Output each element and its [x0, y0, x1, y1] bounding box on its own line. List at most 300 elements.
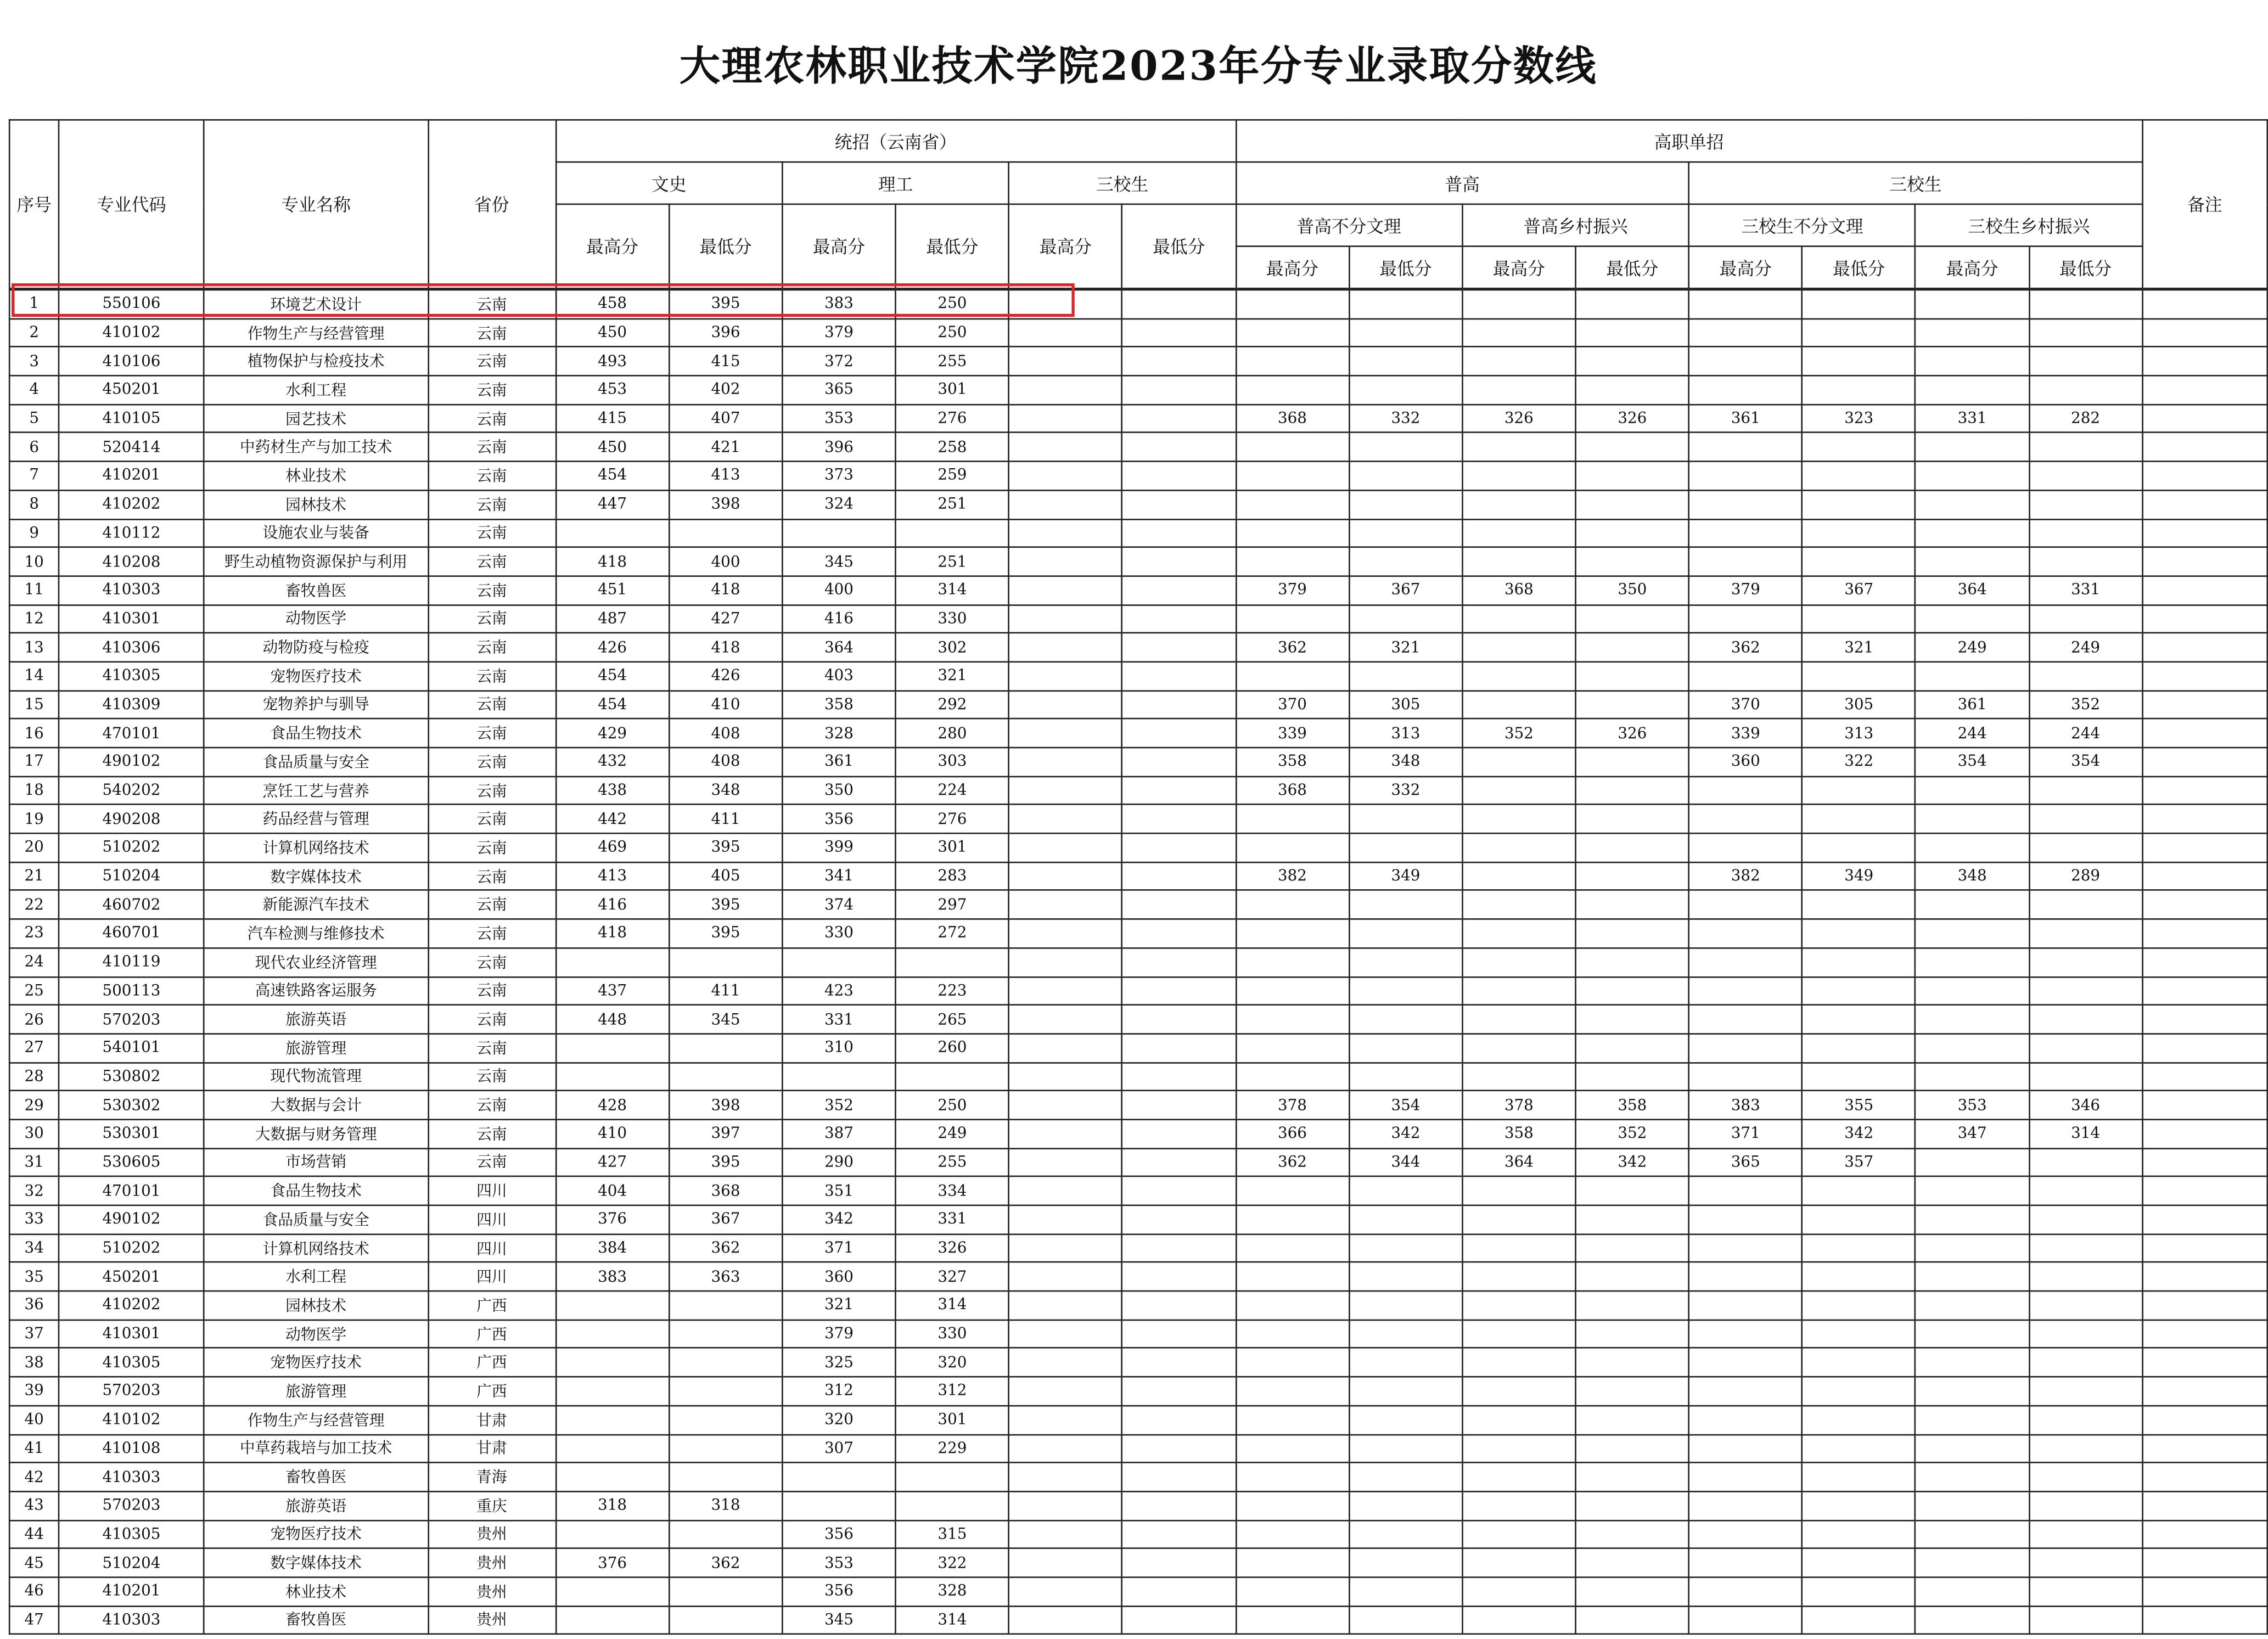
- table-cell: [1009, 805, 1122, 833]
- table-cell: 395: [669, 289, 782, 318]
- table-cell: [1462, 1348, 1575, 1377]
- table-cell: 354: [1916, 748, 2029, 776]
- table-cell: [1009, 776, 1122, 805]
- table-cell: 旅游英语: [204, 1491, 428, 1520]
- table-cell: 环境艺术设计: [204, 289, 428, 318]
- table-cell: 410: [669, 691, 782, 719]
- table-cell: [1916, 1463, 2029, 1491]
- table-cell: [1689, 1377, 1802, 1406]
- table-cell: 28: [9, 1062, 59, 1091]
- table-cell: [1236, 1491, 1349, 1520]
- table-cell: 347: [1916, 1120, 2029, 1148]
- table-cell: 410106: [59, 347, 204, 375]
- table-cell: [782, 1463, 895, 1491]
- table-cell: [1236, 891, 1349, 919]
- table-cell: [2142, 347, 2267, 375]
- table-cell: 378: [1236, 1091, 1349, 1119]
- table-row: [9, 1062, 2267, 1091]
- table-cell: 470101: [59, 1177, 204, 1205]
- table-cell: 350: [782, 776, 895, 805]
- table-cell: 314: [2029, 1120, 2142, 1148]
- table-cell: [1236, 462, 1349, 490]
- table-cell: [1236, 1463, 1349, 1491]
- table-cell: 410303: [59, 1463, 204, 1491]
- table-cell: [1462, 862, 1575, 890]
- table-cell: [2142, 462, 2267, 490]
- table-cell: [1689, 1606, 1802, 1634]
- table-cell: 作物生产与经营管理: [204, 1406, 428, 1434]
- table-row: [9, 1463, 2267, 1491]
- table-cell: 374: [782, 891, 895, 919]
- page-title: 大理农林职业技术学院2023年分专业录取分数线: [679, 42, 1598, 91]
- table-cell: 23: [9, 919, 59, 948]
- table-cell: [1122, 948, 1236, 976]
- table-row: [9, 604, 2267, 633]
- table-cell: [1122, 1406, 1236, 1434]
- table-cell: 321: [1802, 633, 1915, 662]
- table-cell: 现代物流管理: [204, 1062, 428, 1091]
- table-cell: [555, 1062, 669, 1091]
- table-cell: 贵州: [428, 1606, 555, 1634]
- table-cell: [1236, 318, 1349, 347]
- table-cell: 328: [896, 1577, 1009, 1606]
- table-cell: 378: [1462, 1091, 1575, 1119]
- table-cell: [2029, 1348, 2142, 1377]
- table-cell: [1576, 919, 1689, 948]
- table-row: [9, 1348, 2267, 1377]
- sub-arts: 文史: [555, 162, 782, 204]
- table-cell: 379: [1689, 576, 1802, 604]
- table-cell: [1122, 318, 1236, 347]
- table-cell: [1236, 805, 1349, 833]
- table-cell: 321: [782, 1291, 895, 1320]
- table-cell: 342: [1802, 1120, 1915, 1148]
- table-cell: [782, 948, 895, 976]
- table-cell: [669, 1348, 782, 1377]
- table-cell: [1122, 748, 1236, 776]
- table-cell: [1576, 375, 1689, 404]
- table-cell: [1236, 289, 1349, 318]
- table-cell: 四川: [428, 1262, 555, 1291]
- table-cell: 高速铁路客运服务: [204, 976, 428, 1005]
- table-cell: 458: [555, 289, 669, 318]
- table-cell: [1236, 1434, 1349, 1463]
- table-cell: 云南: [428, 976, 555, 1005]
- table-cell: [1916, 919, 2029, 948]
- table-cell: 223: [896, 976, 1009, 1005]
- table-cell: 41: [9, 1434, 59, 1463]
- table-cell: [1576, 1434, 1689, 1463]
- table-cell: 376: [555, 1205, 669, 1234]
- table-cell: [1122, 347, 1236, 375]
- table-cell: [669, 519, 782, 547]
- table-row: [9, 1520, 2267, 1548]
- table-cell: 251: [896, 490, 1009, 519]
- table-row: [9, 490, 2267, 519]
- table-cell: 376: [555, 1548, 669, 1577]
- table-cell: 17: [9, 748, 59, 776]
- table-cell: 305: [1349, 691, 1462, 719]
- table-cell: 550106: [59, 289, 204, 318]
- table-cell: [1689, 1205, 1802, 1234]
- table-row: [9, 633, 2267, 662]
- table-cell: 272: [896, 919, 1009, 948]
- table-cell: [2142, 891, 2267, 919]
- table-cell: [1009, 289, 1122, 318]
- table-cell: 326: [1576, 719, 1689, 748]
- table-cell: 520414: [59, 433, 204, 462]
- table-cell: 349: [1349, 862, 1462, 890]
- table-cell: [1009, 862, 1122, 890]
- table-cell: 397: [669, 1120, 782, 1148]
- table-cell: 云南: [428, 748, 555, 776]
- table-cell: [2142, 662, 2267, 691]
- table-cell: [1916, 1234, 2029, 1262]
- table-cell: [1689, 1491, 1802, 1520]
- table-cell: [1689, 1320, 1802, 1348]
- table-cell: 530301: [59, 1120, 204, 1148]
- table-cell: 410201: [59, 462, 204, 490]
- table-cell: 405: [669, 862, 782, 890]
- table-cell: 368: [1462, 576, 1575, 604]
- table-cell: [2029, 1577, 2142, 1606]
- table-cell: [555, 948, 669, 976]
- table-cell: [1802, 1177, 1915, 1205]
- table-row: [9, 1120, 2267, 1148]
- table-cell: 旅游管理: [204, 1034, 428, 1062]
- table-cell: [1349, 948, 1462, 976]
- table-cell: 云南: [428, 948, 555, 976]
- table-cell: [1009, 1291, 1122, 1320]
- table-cell: [2142, 1205, 2267, 1234]
- table-cell: [2142, 433, 2267, 462]
- table-cell: [1122, 1577, 1236, 1606]
- table-cell: [1462, 1520, 1575, 1548]
- table-cell: [2142, 633, 2267, 662]
- table-cell: [669, 1062, 782, 1091]
- table-row: [9, 1148, 2267, 1177]
- table-cell: [1576, 1234, 1689, 1262]
- table-cell: [782, 519, 895, 547]
- table-cell: 348: [1916, 862, 2029, 890]
- table-cell: [2142, 1262, 2267, 1291]
- table-cell: [1802, 1406, 1915, 1434]
- table-cell: 云南: [428, 375, 555, 404]
- table-row: [9, 1091, 2267, 1119]
- table-cell: [1462, 347, 1575, 375]
- table-cell: [1576, 1291, 1689, 1320]
- table-cell: 药品经营与管理: [204, 805, 428, 833]
- table-cell: 云南: [428, 405, 555, 433]
- table-cell: [1576, 1548, 1689, 1577]
- table-cell: [1122, 919, 1236, 948]
- admission-score-table: [9, 119, 2268, 1635]
- table-cell: 云南: [428, 547, 555, 576]
- table-cell: [1916, 662, 2029, 691]
- table-cell: [1689, 375, 1802, 404]
- col-remark: 备注: [2142, 120, 2267, 289]
- table-cell: [2142, 289, 2267, 318]
- table-cell: [2142, 1520, 2267, 1548]
- table-cell: 畜牧兽医: [204, 1463, 428, 1491]
- table-cell: [1462, 1377, 1575, 1406]
- table-cell: [1916, 1577, 2029, 1606]
- table-cell: [1689, 1434, 1802, 1463]
- table-cell: 302: [896, 633, 1009, 662]
- table-cell: 339: [1236, 719, 1349, 748]
- table-cell: 331: [1916, 405, 2029, 433]
- table-cell: 356: [782, 805, 895, 833]
- table-cell: 332: [1349, 405, 1462, 433]
- table-cell: 313: [1349, 719, 1462, 748]
- table-cell: [1349, 347, 1462, 375]
- table-cell: 林业技术: [204, 1577, 428, 1606]
- table-cell: 345: [782, 547, 895, 576]
- table-row: [9, 919, 2267, 948]
- table-cell: 321: [896, 662, 1009, 691]
- table-cell: 408: [669, 748, 782, 776]
- table-cell: [1122, 1062, 1236, 1091]
- table-cell: [2029, 490, 2142, 519]
- table-cell: 438: [555, 776, 669, 805]
- table-cell: [1689, 347, 1802, 375]
- table-cell: [1916, 490, 2029, 519]
- table-cell: 410: [555, 1120, 669, 1148]
- table-row: [9, 805, 2267, 833]
- table-cell: 26: [9, 1005, 59, 1034]
- table-cell: 354: [2029, 748, 2142, 776]
- table-cell: [1802, 1205, 1915, 1234]
- table-cell: [2142, 691, 2267, 719]
- table-row: [9, 948, 2267, 976]
- table-cell: [1916, 776, 2029, 805]
- col-code: 专业代码: [59, 120, 204, 289]
- table-cell: [1236, 1177, 1349, 1205]
- table-cell: 47: [9, 1606, 59, 1634]
- table-row: [9, 1291, 2267, 1320]
- table-cell: [1916, 1262, 2029, 1291]
- table-cell: [1916, 1606, 2029, 1634]
- table-cell: [669, 1320, 782, 1348]
- table-cell: 云南: [428, 490, 555, 519]
- table-cell: [1236, 1234, 1349, 1262]
- table-cell: [1802, 318, 1915, 347]
- table-cell: [2142, 748, 2267, 776]
- table-cell: 365: [782, 375, 895, 404]
- table-cell: 540101: [59, 1034, 204, 1062]
- table-cell: 云南: [428, 891, 555, 919]
- table-cell: [1916, 1348, 2029, 1377]
- table-cell: [1349, 1377, 1462, 1406]
- table-cell: [1576, 1520, 1689, 1548]
- table-cell: [1802, 1548, 1915, 1577]
- table-cell: 畜牧兽医: [204, 1606, 428, 1634]
- table-cell: 318: [555, 1491, 669, 1520]
- table-cell: 作物生产与经营管理: [204, 318, 428, 347]
- table-cell: [1916, 1291, 2029, 1320]
- table-cell: [1916, 547, 2029, 576]
- table-cell: 301: [896, 375, 1009, 404]
- table-cell: 490208: [59, 805, 204, 833]
- table-cell: [1009, 519, 1122, 547]
- table-cell: 427: [555, 1148, 669, 1177]
- table-cell: 8: [9, 490, 59, 519]
- table-cell: [2029, 1377, 2142, 1406]
- table-cell: 418: [555, 919, 669, 948]
- table-cell: 9: [9, 519, 59, 547]
- table-cell: [1009, 1520, 1122, 1548]
- table-cell: [1916, 1005, 2029, 1034]
- table-cell: [1349, 833, 1462, 862]
- table-cell: [1122, 805, 1236, 833]
- table-cell: [1349, 519, 1462, 547]
- table-cell: [1122, 519, 1236, 547]
- table-cell: 410119: [59, 948, 204, 976]
- table-cell: 530302: [59, 1091, 204, 1119]
- table-cell: [1462, 1434, 1575, 1463]
- table-cell: 510204: [59, 1548, 204, 1577]
- table-cell: [1462, 1320, 1575, 1348]
- table-cell: [2029, 289, 2142, 318]
- table-cell: [1462, 604, 1575, 633]
- table-cell: 10: [9, 547, 59, 576]
- table-cell: 395: [669, 833, 782, 862]
- table-cell: 510202: [59, 833, 204, 862]
- table-cell: 355: [1802, 1091, 1915, 1119]
- table-cell: [2029, 462, 2142, 490]
- table-cell: 398: [669, 1091, 782, 1119]
- table-cell: [1009, 1406, 1122, 1434]
- table-cell: [1349, 1434, 1462, 1463]
- table-cell: 14: [9, 662, 59, 691]
- table-cell: [1122, 891, 1236, 919]
- table-cell: [1236, 547, 1349, 576]
- table-cell: 食品质量与安全: [204, 1205, 428, 1234]
- table-cell: [1009, 833, 1122, 862]
- table-cell: 260: [896, 1034, 1009, 1062]
- table-cell: [2142, 1062, 2267, 1091]
- table-cell: [2142, 1005, 2267, 1034]
- table-cell: 356: [782, 1577, 895, 1606]
- table-cell: [2142, 1234, 2267, 1262]
- table-cell: [2142, 1091, 2267, 1119]
- table-cell: [896, 1463, 1009, 1491]
- table-cell: [1462, 1291, 1575, 1320]
- table-cell: [1576, 891, 1689, 919]
- table-cell: [1349, 1005, 1462, 1034]
- table-cell: 400: [669, 547, 782, 576]
- table-cell: 320: [896, 1348, 1009, 1377]
- table-cell: [1462, 1205, 1575, 1234]
- table-cell: [1689, 976, 1802, 1005]
- table-cell: [669, 1606, 782, 1634]
- table-cell: [2142, 1606, 2267, 1634]
- table-cell: 370: [1689, 691, 1802, 719]
- three-unified-min: 最低分: [1122, 204, 1236, 289]
- table-cell: 255: [896, 347, 1009, 375]
- table-cell: 407: [669, 405, 782, 433]
- table-cell: 470101: [59, 719, 204, 748]
- table-cell: 362: [1689, 633, 1802, 662]
- table-body: [9, 289, 2267, 1635]
- table-cell: [1462, 318, 1575, 347]
- table-cell: 四川: [428, 1234, 555, 1262]
- table-cell: [1802, 519, 1915, 547]
- table-cell: [1689, 318, 1802, 347]
- table-cell: 297: [896, 891, 1009, 919]
- table-cell: [2029, 1320, 2142, 1348]
- table-cell: [1122, 1548, 1236, 1577]
- table-cell: 352: [2029, 691, 2142, 719]
- table-cell: 353: [782, 1548, 895, 1577]
- table-cell: 258: [896, 433, 1009, 462]
- table-cell: [1802, 1262, 1915, 1291]
- table-cell: 园林技术: [204, 1291, 428, 1320]
- table-cell: [1009, 748, 1122, 776]
- table-cell: [2142, 604, 2267, 633]
- table-cell: 280: [896, 719, 1009, 748]
- table-cell: 348: [1349, 748, 1462, 776]
- table-cell: [1009, 1463, 1122, 1491]
- table-cell: [896, 1062, 1009, 1091]
- table-cell: [1802, 1377, 1915, 1406]
- table-cell: [2029, 1177, 2142, 1205]
- table-cell: 27: [9, 1034, 59, 1062]
- table-cell: [1349, 547, 1462, 576]
- table-cell: [2142, 805, 2267, 833]
- table-cell: 341: [782, 862, 895, 890]
- table-cell: [1009, 490, 1122, 519]
- table-row: [9, 433, 2267, 462]
- table-cell: 36: [9, 1291, 59, 1320]
- table-cell: 416: [555, 891, 669, 919]
- table-cell: 云南: [428, 919, 555, 948]
- table-cell: [1349, 1177, 1462, 1205]
- table-cell: [2142, 976, 2267, 1005]
- table-cell: 大数据与财务管理: [204, 1120, 428, 1148]
- table-cell: 野生动植物资源保护与利用: [204, 547, 428, 576]
- table-cell: [2029, 1034, 2142, 1062]
- table-cell: [1689, 1291, 1802, 1320]
- table-cell: [1349, 919, 1462, 948]
- table-cell: 重庆: [428, 1491, 555, 1520]
- table-cell: [2142, 519, 2267, 547]
- table-cell: 331: [896, 1205, 1009, 1234]
- table-cell: 411: [669, 805, 782, 833]
- table-cell: [1576, 1606, 1689, 1634]
- table-cell: 346: [2029, 1091, 2142, 1119]
- table-cell: [1462, 919, 1575, 948]
- table-cell: [2029, 948, 2142, 976]
- sub-t-rural: 三校生乡村振兴: [1916, 204, 2142, 246]
- table-cell: 450: [555, 318, 669, 347]
- table-cell: 418: [555, 547, 669, 576]
- table-cell: 402: [669, 375, 782, 404]
- table-cell: 313: [1802, 719, 1915, 748]
- table-cell: [1689, 1548, 1802, 1577]
- table-cell: 428: [555, 1091, 669, 1119]
- table-cell: [1916, 519, 2029, 547]
- table-cell: [1009, 462, 1122, 490]
- table-cell: 426: [669, 662, 782, 691]
- t-nodiv-min: 最低分: [1802, 246, 1915, 289]
- table-cell: [1009, 1491, 1122, 1520]
- table-cell: 437: [555, 976, 669, 1005]
- table-cell: 353: [782, 405, 895, 433]
- table-cell: [1689, 948, 1802, 976]
- table-cell: [1802, 1606, 1915, 1634]
- table-cell: 500113: [59, 976, 204, 1005]
